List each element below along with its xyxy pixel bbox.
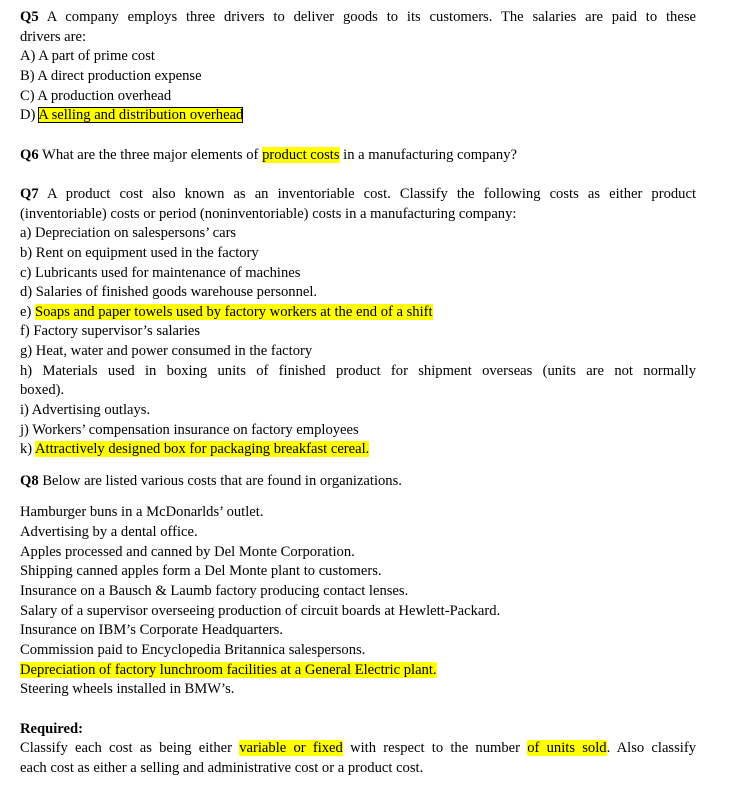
q7-item-k: k) Attractively designed box for packaging breakfast cereal. (20, 441, 370, 457)
q7-item-h-line1: h) Materials used in boxing units of finished product for shipment overseas (units are not normally (20, 363, 696, 379)
required-highlight-units-sold: of units sold (527, 740, 607, 756)
q7-item-i: i) Advertising outlays. (20, 402, 151, 418)
q5-stem-text: A company employs three drivers to deliver goods to its customers. The salaries are paid to these (46, 9, 696, 25)
q7-item-h-line2: boxed). (20, 382, 65, 398)
q8-item: Insurance on a Bausch & Laumb factory producing contact lenses. (20, 583, 409, 599)
required-line1: Classify each cost as being either variable or fixed with respect to the number of units sold. Also classify (20, 740, 697, 756)
q8-item: Advertising by a dental office. (20, 524, 198, 540)
q8-item: Hamburger buns in a McDonarlds’ outlet. (20, 504, 264, 520)
q5-option-d-highlight: A selling and distribution overhead (38, 107, 244, 123)
q8-label: Q8 (20, 473, 39, 489)
q7-label: Q7 (20, 186, 39, 202)
q6-highlight: product costs (262, 147, 340, 163)
q5-option-c: C) A production overhead (20, 88, 172, 104)
q7-item-e-highlight: Soaps and paper towels used by factory workers at the end of a shift (35, 304, 433, 320)
required-highlight-variable-fixed: variable or fixed (239, 740, 343, 756)
q8-intro: Q8 Below are listed various costs that are found in organizations. (20, 473, 402, 489)
q7-item-c: c) Lubricants used for maintenance of machines (20, 265, 301, 281)
q5-label: Q5 (20, 9, 39, 25)
q5-stem-line1 (20, 8, 696, 28)
q8-item: Salary of a supervisor overseeing production of circuit boards at Hewlett-Packard. (20, 603, 501, 619)
q8-item: Shipping canned apples form a Del Monte plant to customers. (20, 563, 382, 579)
q7-item-a: a) Depreciation on salespersons’ cars (20, 225, 237, 241)
q7-stem-line2: (inventoriable) costs or period (noninventoriable) costs in a manufacturing company: (20, 206, 517, 222)
q5-option-d: D) A selling and distribution overhead (20, 107, 244, 123)
q7-item-d: d) Salaries of finished goods warehouse personnel. (20, 284, 318, 300)
q8-item: Commission paid to Encyclopedia Britannica salespersons. (20, 642, 366, 658)
q7-item-b: b) Rent on equipment used in the factory (20, 245, 259, 261)
required-heading: Required: (20, 721, 83, 737)
q8-item-highlighted (20, 661, 437, 681)
q5-stem-line2: drivers are: (20, 29, 87, 45)
q7-item-k-highlight: Attractively designed box for packaging breakfast cereal. (35, 441, 370, 457)
q8-item-highlight: Depreciation of factory lunchroom facilities at a General Electric plant. (20, 662, 437, 678)
q6-question: Q6 What are the three major elements of product costs in a manufacturing company? (20, 147, 517, 163)
q7-item-g: g) Heat, water and power consumed in the factory (20, 343, 313, 359)
q7-item-j: j) Workers’ compensation insurance on factory employees (20, 422, 359, 438)
q7-item-f: f) Factory supervisor’s salaries (20, 323, 201, 339)
q8-item: Steering wheels installed in BMW’s. (20, 681, 235, 697)
q8-item: Apples processed and canned by Del Monte Corporation. (20, 544, 355, 560)
q7-stem-line1: Q7 A product cost also known as an inventoriable cost. Classify the following costs as either product (20, 186, 696, 202)
required-line2: each cost as either a selling and administrative cost or a product cost. (20, 760, 424, 776)
q5-option-a: A) A part of prime cost (20, 48, 155, 64)
q6-label: Q6 (20, 147, 39, 163)
q7-item-e: e) Soaps and paper towels used by factory workers at the end of a shift (20, 304, 433, 320)
q5-option-b: B) A direct production expense (20, 68, 202, 84)
q8-item: Insurance on IBM’s Corporate Headquarters. (20, 622, 284, 638)
